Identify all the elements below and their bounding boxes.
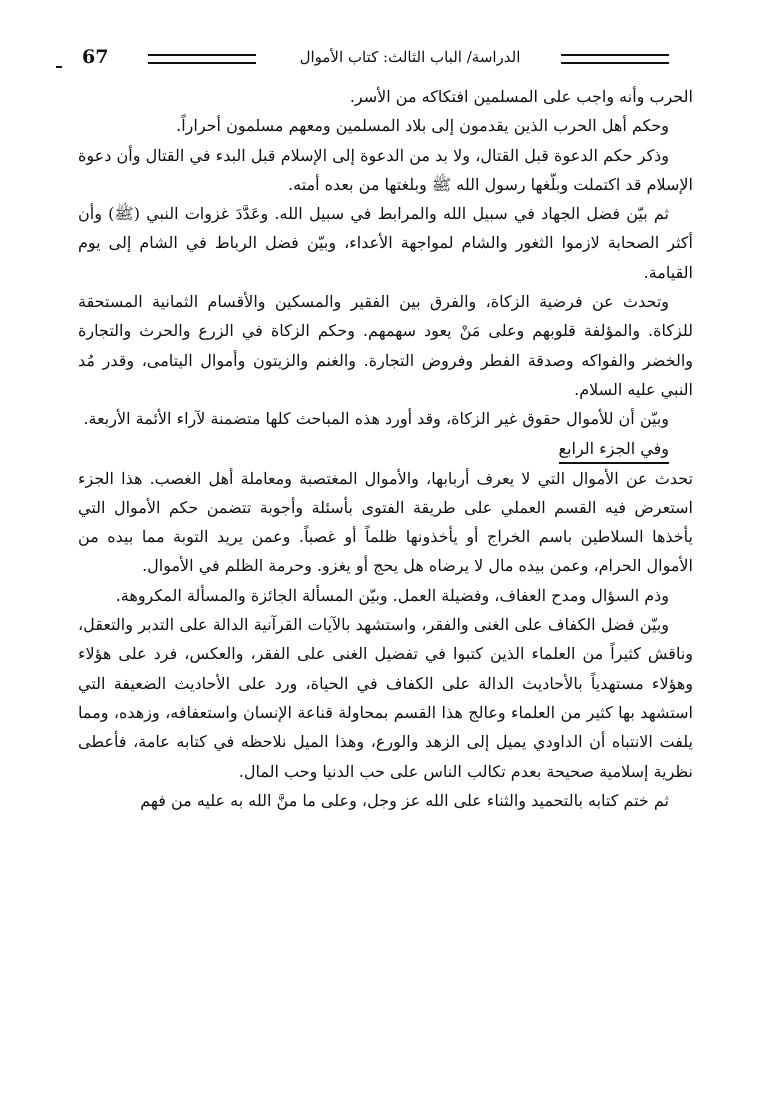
paragraph: وتحدث عن فرضية الزكاة، والفرق بين الفقير والمسكين والأقسام الثمانية المستحقة للزكاة. والمؤلفة قلوبهم وعلى مَنْ يعود سهمهم. وحكم الزكاة في الزرع والحرث والتجارة والخضر والفواكه وصدقة الفطر وفروض التجارة. والغنم والزيتون وأموال اليتامى، وقدر مُد النبي عليه السلام. [78, 292, 693, 399]
paragraph: وحكم أهل الحرب الذين يقدمون إلى بلاد المسلمين ومعهم مسلمون أحراراً. [176, 116, 669, 136]
paragraph: تحدث عن الأموال التي لا يعرف أربابها، والأموال المغتصبة ومعاملة أهل الغصب. هذا الجزء استعرض فيه القسم العملي على طريقة الفتوى بأسئلة وأجوبة تتضمن حكم الأموال التي يأخذها السلاطين باسم الخراج أو يأخذونها ظلماً أو غصباً. وعمن يريد التوبة مما بيده من الأموال الحرام، وعمن بيده مال لا يرضاه هل يحج أو يغزو. وحرمة الظلم في الأموال. [78, 468, 693, 576]
paragraph: ثم بيّن فضل الجهاد في سبيل الله والمرابط في سبيل الله. وعَدَّدَ غزوات النبي (ﷺ) وأن أكثر الصحابة لازموا الثغور والشام لمواجهة الأعداء، وبيّن فضل الرباط في الشام إلى يوم القيامة. [78, 204, 693, 282]
paragraph: وذم السؤال ومدح العفاف، وفضيلة العمل. وبيّن المسألة الجائزة والمسألة المكروهة. [115, 585, 669, 605]
body-text [78, 82, 693, 815]
header-dash [56, 66, 62, 68]
paragraph: وبيّن أن للأموال حقوق غير الزكاة، وقد أورد هذه المباحث كلها متضمنة لآراء الأئمة الأربعة. [83, 409, 669, 429]
paragraph: الحرب وأنه واجب على المسلمين افتكاكه من الأسر. [349, 87, 693, 106]
section-heading: وفي الجزء الرابع [559, 435, 669, 464]
paragraph: ثم ختم كتابه بالتحميد والثناء على الله عز وجل، وعلى ما منَّ الله به عليه من فهم [140, 790, 669, 810]
paragraph: وذكر حكم الدعوة قبل القتال، ولا بد من الدعوة إلى الإسلام قبل البدء في القتال وأن دعوة الإسلام قد اكتملت وبلّغها رسول الله ﷺ وبلغتها من بعده أمته. [78, 145, 693, 194]
header-double-rule-right [561, 54, 669, 64]
running-header-title: الدراسة/ الباب الثالث: كتاب الأموال [299, 48, 521, 66]
running-header [56, 44, 716, 74]
paragraph: وبيّن فضل الكفاف على الغنى والفقر، واستشهد بالآيات القرآنية الدالة على التدبر والتعقل، وناقش كثيراً من العلماء الذين كتبوا في تفضيل الغنى على الفقر، والعكس، فرد على هؤلاء وهؤلاء مستهدياً بالأحاديث الدالة على الكفاف في الحياة، ورد على الأحاديث الضعيفة التي استشهد بها كثير من العلماء وعالج هذا القسم بمحاولة قناعة الإنسان واستعفافه، وزهده، ومما يلفت الانتباه أن الداودي يميل إلى الزهد والورع، وهذا الميل نلاحظه في كتابه عامة، فأعطى نظرية إسلامية صحيحة بعدم تكالب الناس على حب الدنيا وحب المال. [78, 615, 694, 781]
page-number: 67 [82, 46, 109, 68]
header-double-rule-left [148, 54, 256, 64]
